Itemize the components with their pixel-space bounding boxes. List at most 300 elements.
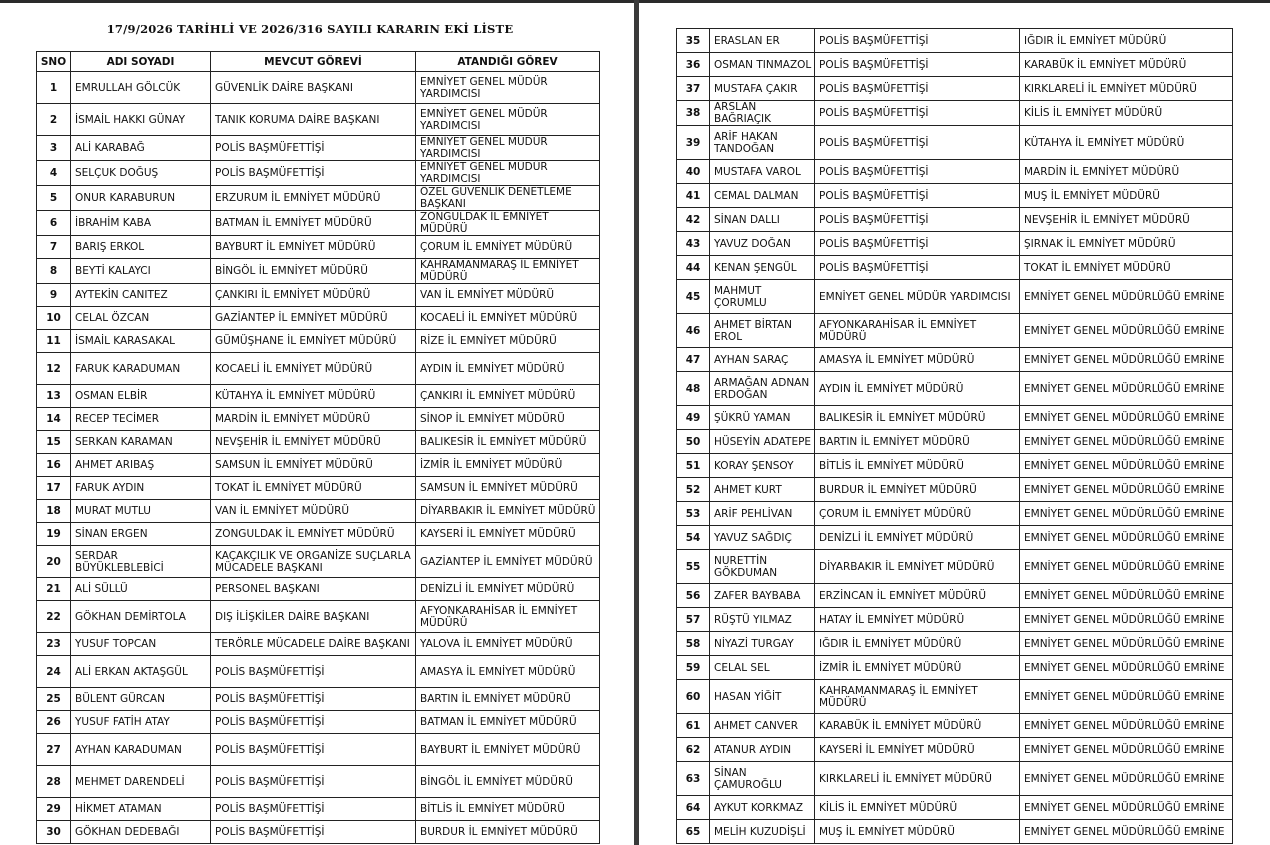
cell-sno: 30 xyxy=(37,821,71,844)
cell-assigned-duty: EMNİYET GENEL MÜDÜRLÜĞÜ EMRİNE xyxy=(1020,796,1233,820)
cell-current-duty: GAZİANTEP İL EMNİYET MÜDÜRÜ xyxy=(211,307,416,330)
cell-current-duty: DİYARBAKIR İL EMNİYET MÜDÜRÜ xyxy=(815,550,1020,584)
cell-current-duty: KARABÜK İL EMNİYET MÜDÜRÜ xyxy=(815,714,1020,738)
cell-name: YAVUZ SAĞDIÇ xyxy=(710,526,815,550)
cell-sno: 64 xyxy=(677,796,710,820)
cell-name: BARIŞ ERKOL xyxy=(71,236,211,259)
cell-current-duty: ERZİNCAN İL EMNİYET MÜDÜRÜ xyxy=(815,584,1020,608)
cell-assigned-duty: AFYONKARAHİSAR İL EMNİYET MÜDÜRÜ xyxy=(416,601,600,633)
table-row xyxy=(677,680,1233,714)
cell-assigned-duty: VAN İL EMNİYET MÜDÜRÜ xyxy=(416,284,600,307)
cell-current-duty: İZMİR İL EMNİYET MÜDÜRÜ xyxy=(815,656,1020,680)
cell-sno: 36 xyxy=(677,53,710,77)
cell-assigned-duty: EMNİYET GENEL MÜDÜR YARDIMCISI xyxy=(416,136,600,161)
cell-assigned-duty: ÖZEL GÜVENLİK DENETLEME BAŞKANI xyxy=(416,186,600,211)
cell-assigned-duty: BAYBURT İL EMNİYET MÜDÜRÜ xyxy=(416,734,600,766)
cell-assigned-duty: GAZİANTEP İL EMNİYET MÜDÜRÜ xyxy=(416,546,600,578)
cell-sno: 23 xyxy=(37,633,71,656)
cell-assigned-duty: EMNİYET GENEL MÜDÜR YARDIMCISI xyxy=(416,161,600,186)
cell-assigned-duty: EMNİYET GENEL MÜDÜRLÜĞÜ EMRİNE xyxy=(1020,584,1233,608)
cell-sno: 17 xyxy=(37,477,71,500)
cell-current-duty: KÜTAHYA İL EMNİYET MÜDÜRÜ xyxy=(211,385,416,408)
cell-sno: 55 xyxy=(677,550,710,584)
cell-sno: 47 xyxy=(677,348,710,372)
cell-current-duty: BİNGÖL İL EMNİYET MÜDÜRÜ xyxy=(211,259,416,284)
cell-name: CEMAL DALMAN xyxy=(710,184,815,208)
cell-name: AHMET ARIBAŞ xyxy=(71,454,211,477)
table-row xyxy=(37,72,600,104)
header-sno: SNO xyxy=(37,52,71,72)
table-row xyxy=(677,454,1233,478)
cell-current-duty: POLİS BAŞMÜFETTİŞİ xyxy=(815,256,1020,280)
cell-assigned-duty: EMNİYET GENEL MÜDÜRLÜĞÜ EMRİNE xyxy=(1020,314,1233,348)
cell-assigned-duty: TOKAT İL EMNİYET MÜDÜRÜ xyxy=(1020,256,1233,280)
cell-assigned-duty: EMNİYET GENEL MÜDÜRLÜĞÜ EMRİNE xyxy=(1020,714,1233,738)
cell-sno: 28 xyxy=(37,766,71,798)
cell-assigned-duty: KÜTAHYA İL EMNİYET MÜDÜRÜ xyxy=(1020,126,1233,160)
cell-assigned-duty: EMNİYET GENEL MÜDÜRLÜĞÜ EMRİNE xyxy=(1020,550,1233,584)
table-row xyxy=(677,256,1233,280)
cell-sno: 49 xyxy=(677,406,710,430)
cell-sno: 11 xyxy=(37,330,71,353)
cell-assigned-duty: ZONGULDAK İL EMNİYET MÜDÜRÜ xyxy=(416,211,600,236)
cell-name: ZAFER BAYBABA xyxy=(710,584,815,608)
table-row xyxy=(677,126,1233,160)
cell-current-duty: KAÇAKÇILIK VE ORGANİZE SUÇLARLA MÜCADELE BAŞKANI xyxy=(211,546,416,578)
table-row xyxy=(37,186,600,211)
cell-name: GÖKHAN DEMİRTOLA xyxy=(71,601,211,633)
table-row xyxy=(677,53,1233,77)
cell-assigned-duty: EMNİYET GENEL MÜDÜRLÜĞÜ EMRİNE xyxy=(1020,762,1233,796)
cell-sno: 59 xyxy=(677,656,710,680)
cell-assigned-duty: BALIKESİR İL EMNİYET MÜDÜRÜ xyxy=(416,431,600,454)
cell-name: FARUK AYDIN xyxy=(71,477,211,500)
cell-sno: 29 xyxy=(37,798,71,821)
cell-sno: 62 xyxy=(677,738,710,762)
cell-assigned-duty: KİLİS İL EMNİYET MÜDÜRÜ xyxy=(1020,101,1233,126)
cell-name: İBRAHİM KABA xyxy=(71,211,211,236)
cell-sno: 53 xyxy=(677,502,710,526)
cell-sno: 46 xyxy=(677,314,710,348)
cell-name: MEHMET DARENDELİ xyxy=(71,766,211,798)
cell-assigned-duty: YALOVA İL EMNİYET MÜDÜRÜ xyxy=(416,633,600,656)
cell-sno: 15 xyxy=(37,431,71,454)
cell-name: BÜLENT GÜRCAN xyxy=(71,688,211,711)
cell-sno: 61 xyxy=(677,714,710,738)
table-row xyxy=(677,208,1233,232)
table-row xyxy=(677,820,1233,844)
cell-assigned-duty: ÇORUM İL EMNİYET MÜDÜRÜ xyxy=(416,236,600,259)
cell-name: İSMAİL KARASAKAL xyxy=(71,330,211,353)
cell-name: YAVUZ DOĞAN xyxy=(710,232,815,256)
cell-name: SİNAN ERGEN xyxy=(71,523,211,546)
cell-name: ALİ ERKAN AKTAŞGÜL xyxy=(71,656,211,688)
cell-assigned-duty: BİTLİS İL EMNİYET MÜDÜRÜ xyxy=(416,798,600,821)
table-row xyxy=(37,454,600,477)
table-row xyxy=(677,656,1233,680)
cell-sno: 8 xyxy=(37,259,71,284)
cell-assigned-duty: EMNİYET GENEL MÜDÜRLÜĞÜ EMRİNE xyxy=(1020,478,1233,502)
cell-assigned-duty: AMASYA İL EMNİYET MÜDÜRÜ xyxy=(416,656,600,688)
cell-sno: 25 xyxy=(37,688,71,711)
cell-name: ARMAĞAN ADNAN ERDOĞAN xyxy=(710,372,815,406)
cell-sno: 12 xyxy=(37,353,71,385)
cell-assigned-duty: MUŞ İL EMNİYET MÜDÜRÜ xyxy=(1020,184,1233,208)
cell-assigned-duty: AYDIN İL EMNİYET MÜDÜRÜ xyxy=(416,353,600,385)
cell-current-duty: KOCAELİ İL EMNİYET MÜDÜRÜ xyxy=(211,353,416,385)
cell-name: MURAT MUTLU xyxy=(71,500,211,523)
table-row xyxy=(677,101,1233,126)
cell-current-duty: TANIK KORUMA DAİRE BAŞKANI xyxy=(211,104,416,136)
cell-sno: 42 xyxy=(677,208,710,232)
cell-sno: 44 xyxy=(677,256,710,280)
cell-sno: 41 xyxy=(677,184,710,208)
cell-name: MELİH KUZUDİŞLİ xyxy=(710,820,815,844)
cell-current-duty: POLİS BAŞMÜFETTİŞİ xyxy=(815,184,1020,208)
cell-current-duty: ZONGULDAK İL EMNİYET MÜDÜRÜ xyxy=(211,523,416,546)
cell-current-duty: AMASYA İL EMNİYET MÜDÜRÜ xyxy=(815,348,1020,372)
cell-assigned-duty: İZMİR İL EMNİYET MÜDÜRÜ xyxy=(416,454,600,477)
table-row xyxy=(37,431,600,454)
assignment-table-right xyxy=(676,28,1233,844)
cell-name: SERKAN KARAMAN xyxy=(71,431,211,454)
cell-current-duty: POLİS BAŞMÜFETTİŞİ xyxy=(815,101,1020,126)
table-row xyxy=(37,136,600,161)
cell-assigned-duty: BARTIN İL EMNİYET MÜDÜRÜ xyxy=(416,688,600,711)
table-row xyxy=(37,236,600,259)
cell-current-duty: POLİS BAŞMÜFETTİŞİ xyxy=(211,734,416,766)
cell-assigned-duty: DİYARBAKIR İL EMNİYET MÜDÜRÜ xyxy=(416,500,600,523)
cell-current-duty: BARTIN İL EMNİYET MÜDÜRÜ xyxy=(815,430,1020,454)
cell-assigned-duty: EMNİYET GENEL MÜDÜRLÜĞÜ EMRİNE xyxy=(1020,608,1233,632)
cell-current-duty: DIŞ İLİŞKİLER DAİRE BAŞKANI xyxy=(211,601,416,633)
table-row xyxy=(37,353,600,385)
cell-current-duty: GÜVENLİK DAİRE BAŞKANI xyxy=(211,72,416,104)
cell-sno: 57 xyxy=(677,608,710,632)
cell-sno: 3 xyxy=(37,136,71,161)
cell-name: AYHAN SARAÇ xyxy=(710,348,815,372)
cell-current-duty: POLİS BAŞMÜFETTİŞİ xyxy=(815,77,1020,101)
cell-assigned-duty: NEVŞEHİR İL EMNİYET MÜDÜRÜ xyxy=(1020,208,1233,232)
cell-sno: 43 xyxy=(677,232,710,256)
table-row xyxy=(677,584,1233,608)
cell-sno: 9 xyxy=(37,284,71,307)
cell-sno: 40 xyxy=(677,160,710,184)
cell-current-duty: KIRKLARELİ İL EMNİYET MÜDÜRÜ xyxy=(815,762,1020,796)
table-row xyxy=(677,406,1233,430)
cell-name: FARUK KARADUMAN xyxy=(71,353,211,385)
cell-sno: 21 xyxy=(37,578,71,601)
cell-assigned-duty: BATMAN İL EMNİYET MÜDÜRÜ xyxy=(416,711,600,734)
cell-name: EMRULLAH GÖLCÜK xyxy=(71,72,211,104)
table-row xyxy=(37,798,600,821)
cell-name: AYHAN KARADUMAN xyxy=(71,734,211,766)
cell-sno: 16 xyxy=(37,454,71,477)
table-row xyxy=(37,766,600,798)
cell-assigned-duty: SAMSUN İL EMNİYET MÜDÜRÜ xyxy=(416,477,600,500)
table-row xyxy=(37,656,600,688)
cell-current-duty: KİLİS İL EMNİYET MÜDÜRÜ xyxy=(815,796,1020,820)
table-row xyxy=(37,307,600,330)
table-row xyxy=(37,284,600,307)
cell-name: MAHMUT ÇORUMLU xyxy=(710,280,815,314)
cell-current-duty: POLİS BAŞMÜFETTİŞİ xyxy=(815,160,1020,184)
cell-assigned-duty: EMNİYET GENEL MÜDÜR YARDIMCISI xyxy=(416,72,600,104)
cell-current-duty: BATMAN İL EMNİYET MÜDÜRÜ xyxy=(211,211,416,236)
cell-sno: 13 xyxy=(37,385,71,408)
cell-sno: 50 xyxy=(677,430,710,454)
cell-assigned-duty: KIRKLARELİ İL EMNİYET MÜDÜRÜ xyxy=(1020,77,1233,101)
table-body-right xyxy=(677,29,1233,844)
cell-current-duty: MARDİN İL EMNİYET MÜDÜRÜ xyxy=(211,408,416,431)
cell-assigned-duty: EMNİYET GENEL MÜDÜRLÜĞÜ EMRİNE xyxy=(1020,680,1233,714)
cell-sno: 37 xyxy=(677,77,710,101)
cell-current-duty: AYDIN İL EMNİYET MÜDÜRÜ xyxy=(815,372,1020,406)
cell-current-duty: BALIKESİR İL EMNİYET MÜDÜRÜ xyxy=(815,406,1020,430)
cell-current-duty: TOKAT İL EMNİYET MÜDÜRÜ xyxy=(211,477,416,500)
cell-sno: 56 xyxy=(677,584,710,608)
cell-name: RÜŞTÜ YILMAZ xyxy=(710,608,815,632)
table-row xyxy=(677,502,1233,526)
cell-name: KORAY ŞENSOY xyxy=(710,454,815,478)
cell-current-duty: POLİS BAŞMÜFETTİŞİ xyxy=(211,711,416,734)
cell-name: OSMAN ELBİR xyxy=(71,385,211,408)
cell-sno: 38 xyxy=(677,101,710,126)
cell-name: CELAL SEL xyxy=(710,656,815,680)
cell-current-duty: DENİZLİ İL EMNİYET MÜDÜRÜ xyxy=(815,526,1020,550)
cell-assigned-duty: MARDİN İL EMNİYET MÜDÜRÜ xyxy=(1020,160,1233,184)
table-row xyxy=(677,160,1233,184)
cell-assigned-duty: EMNİYET GENEL MÜDÜRLÜĞÜ EMRİNE xyxy=(1020,372,1233,406)
page-divider xyxy=(634,0,639,845)
table-row xyxy=(37,161,600,186)
cell-sno: 24 xyxy=(37,656,71,688)
cell-name: YUSUF FATİH ATAY xyxy=(71,711,211,734)
cell-current-duty: GÜMÜŞHANE İL EMNİYET MÜDÜRÜ xyxy=(211,330,416,353)
cell-sno: 58 xyxy=(677,632,710,656)
table-row xyxy=(677,280,1233,314)
cell-sno: 18 xyxy=(37,500,71,523)
cell-current-duty: POLİS BAŞMÜFETTİŞİ xyxy=(211,766,416,798)
cell-name: BEYTİ KALAYCI xyxy=(71,259,211,284)
cell-assigned-duty: KOCAELİ İL EMNİYET MÜDÜRÜ xyxy=(416,307,600,330)
cell-sno: 35 xyxy=(677,29,710,53)
cell-assigned-duty: BİNGÖL İL EMNİYET MÜDÜRÜ xyxy=(416,766,600,798)
cell-assigned-duty: SİNOP İL EMNİYET MÜDÜRÜ xyxy=(416,408,600,431)
cell-current-duty: POLİS BAŞMÜFETTİŞİ xyxy=(211,161,416,186)
table-row xyxy=(677,184,1233,208)
cell-sno: 48 xyxy=(677,372,710,406)
cell-name: RECEP TECİMER xyxy=(71,408,211,431)
cell-assigned-duty: EMNİYET GENEL MÜDÜRLÜĞÜ EMRİNE xyxy=(1020,632,1233,656)
cell-sno: 5 xyxy=(37,186,71,211)
cell-name: SERDAR BÜYÜKLEBLEBİCİ xyxy=(71,546,211,578)
cell-current-duty: EMNİYET GENEL MÜDÜR YARDIMCISI xyxy=(815,280,1020,314)
table-row xyxy=(37,711,600,734)
table-row xyxy=(677,29,1233,53)
cell-assigned-duty: EMNİYET GENEL MÜDÜRLÜĞÜ EMRİNE xyxy=(1020,656,1233,680)
cell-assigned-duty: KAHRAMANMARAŞ İL EMNİYET MÜDÜRÜ xyxy=(416,259,600,284)
table-row xyxy=(677,314,1233,348)
cell-current-duty: ÇORUM İL EMNİYET MÜDÜRÜ xyxy=(815,502,1020,526)
cell-name: HASAN YİĞİT xyxy=(710,680,815,714)
cell-name: AHMET CANVER xyxy=(710,714,815,738)
cell-name: AYKUT KORKMAZ xyxy=(710,796,815,820)
document-title: 17/9/2026 TARİHLİ VE 2026/316 SAYILI KARARIN EKİ LİSTE xyxy=(106,22,514,36)
cell-name: SİNAN ÇAMUROĞLU xyxy=(710,762,815,796)
table-row xyxy=(37,633,600,656)
cell-assigned-duty: EMNİYET GENEL MÜDÜRLÜĞÜ EMRİNE xyxy=(1020,430,1233,454)
table-header-row xyxy=(37,52,600,72)
table-row xyxy=(677,232,1233,256)
cell-assigned-duty: ÇANKIRI İL EMNİYET MÜDÜRÜ xyxy=(416,385,600,408)
cell-sno: 52 xyxy=(677,478,710,502)
cell-sno: 45 xyxy=(677,280,710,314)
cell-sno: 39 xyxy=(677,126,710,160)
assignment-table-left xyxy=(36,51,600,844)
header-current-duty: MEVCUT GÖREVİ xyxy=(211,52,416,72)
cell-name: SELÇUK DOĞUŞ xyxy=(71,161,211,186)
cell-current-duty: MUŞ İL EMNİYET MÜDÜRÜ xyxy=(815,820,1020,844)
cell-current-duty: AFYONKARAHİSAR İL EMNİYET MÜDÜRÜ xyxy=(815,314,1020,348)
cell-name: KENAN ŞENGÜL xyxy=(710,256,815,280)
cell-name: CELAL ÖZCAN xyxy=(71,307,211,330)
cell-current-duty: NEVŞEHİR İL EMNİYET MÜDÜRÜ xyxy=(211,431,416,454)
cell-sno: 51 xyxy=(677,454,710,478)
cell-name: AHMET KURT xyxy=(710,478,815,502)
header-assigned-duty: ATANDIĞI GÖREV xyxy=(416,52,600,72)
cell-name: GÖKHAN DEDEBAĞI xyxy=(71,821,211,844)
cell-assigned-duty: EMNİYET GENEL MÜDÜRLÜĞÜ EMRİNE xyxy=(1020,406,1233,430)
cell-name: AHMET BİRTAN EROL xyxy=(710,314,815,348)
cell-sno: 19 xyxy=(37,523,71,546)
table-row xyxy=(37,330,600,353)
cell-sno: 7 xyxy=(37,236,71,259)
cell-sno: 60 xyxy=(677,680,710,714)
header-name: ADI SOYADI xyxy=(71,52,211,72)
cell-current-duty: SAMSUN İL EMNİYET MÜDÜRÜ xyxy=(211,454,416,477)
table-row xyxy=(37,734,600,766)
table-row xyxy=(677,77,1233,101)
cell-assigned-duty: EMNİYET GENEL MÜDÜRLÜĞÜ EMRİNE xyxy=(1020,738,1233,762)
cell-sno: 54 xyxy=(677,526,710,550)
table-row xyxy=(37,523,600,546)
cell-name: ŞÜKRÜ YAMAN xyxy=(710,406,815,430)
table-row xyxy=(37,688,600,711)
cell-assigned-duty: ŞIRNAK İL EMNİYET MÜDÜRÜ xyxy=(1020,232,1233,256)
cell-name: NİYAZİ TURGAY xyxy=(710,632,815,656)
cell-current-duty: BURDUR İL EMNİYET MÜDÜRÜ xyxy=(815,478,1020,502)
cell-current-duty: HATAY İL EMNİYET MÜDÜRÜ xyxy=(815,608,1020,632)
cell-current-duty: POLİS BAŞMÜFETTİŞİ xyxy=(815,53,1020,77)
cell-sno: 20 xyxy=(37,546,71,578)
table-row xyxy=(677,632,1233,656)
cell-sno: 14 xyxy=(37,408,71,431)
cell-sno: 4 xyxy=(37,161,71,186)
cell-current-duty: POLİS BAŞMÜFETTİŞİ xyxy=(211,798,416,821)
cell-current-duty: KAYSERİ İL EMNİYET MÜDÜRÜ xyxy=(815,738,1020,762)
table-row xyxy=(37,211,600,236)
cell-name: MUSTAFA VAROL xyxy=(710,160,815,184)
table-row xyxy=(677,526,1233,550)
cell-name: ERASLAN ER xyxy=(710,29,815,53)
cell-name: ARİF HAKAN TANDOĞAN xyxy=(710,126,815,160)
cell-sno: 65 xyxy=(677,820,710,844)
table-row xyxy=(677,430,1233,454)
table-row xyxy=(37,500,600,523)
cell-current-duty: POLİS BAŞMÜFETTİŞİ xyxy=(815,29,1020,53)
cell-name: İSMAİL HAKKI GÜNAY xyxy=(71,104,211,136)
cell-current-duty: BİTLİS İL EMNİYET MÜDÜRÜ xyxy=(815,454,1020,478)
table-row xyxy=(677,714,1233,738)
table-row xyxy=(677,372,1233,406)
table-row xyxy=(37,259,600,284)
cell-sno: 63 xyxy=(677,762,710,796)
cell-assigned-duty: KAYSERİ İL EMNİYET MÜDÜRÜ xyxy=(416,523,600,546)
cell-assigned-duty: DENİZLİ İL EMNİYET MÜDÜRÜ xyxy=(416,578,600,601)
cell-assigned-duty: EMNİYET GENEL MÜDÜRLÜĞÜ EMRİNE xyxy=(1020,348,1233,372)
table-body-left xyxy=(37,72,600,844)
cell-sno: 2 xyxy=(37,104,71,136)
table-row xyxy=(37,477,600,500)
table-row xyxy=(37,578,600,601)
cell-assigned-duty: BURDUR İL EMNİYET MÜDÜRÜ xyxy=(416,821,600,844)
cell-current-duty: POLİS BAŞMÜFETTİŞİ xyxy=(815,208,1020,232)
table-row xyxy=(677,348,1233,372)
cell-current-duty: PERSONEL BAŞKANI xyxy=(211,578,416,601)
cell-name: HÜSEYİN ADATEPE xyxy=(710,430,815,454)
cell-current-duty: KAHRAMANMARAŞ İL EMNİYET MÜDÜRÜ xyxy=(815,680,1020,714)
cell-sno: 22 xyxy=(37,601,71,633)
table-row xyxy=(37,104,600,136)
cell-assigned-duty: EMNİYET GENEL MÜDÜRLÜĞÜ EMRİNE xyxy=(1020,502,1233,526)
table-row xyxy=(677,608,1233,632)
cell-name: ARİF PEHLİVAN xyxy=(710,502,815,526)
table-row xyxy=(677,550,1233,584)
cell-current-duty: POLİS BAŞMÜFETTİŞİ xyxy=(211,136,416,161)
cell-name: ONUR KARABURUN xyxy=(71,186,211,211)
cell-sno: 10 xyxy=(37,307,71,330)
cell-current-duty: POLİS BAŞMÜFETTİŞİ xyxy=(211,821,416,844)
cell-name: HİKMET ATAMAN xyxy=(71,798,211,821)
table-row xyxy=(677,738,1233,762)
cell-name: ALİ KARABAĞ xyxy=(71,136,211,161)
table-row xyxy=(677,796,1233,820)
cell-name: ARSLAN BAĞRIAÇIK xyxy=(710,101,815,126)
cell-assigned-duty: EMNİYET GENEL MÜDÜRLÜĞÜ EMRİNE xyxy=(1020,820,1233,844)
cell-assigned-duty: EMNİYET GENEL MÜDÜR YARDIMCISI xyxy=(416,104,600,136)
cell-assigned-duty: EMNİYET GENEL MÜDÜRLÜĞÜ EMRİNE xyxy=(1020,454,1233,478)
cell-assigned-duty: EMNİYET GENEL MÜDÜRLÜĞÜ EMRİNE xyxy=(1020,280,1233,314)
cell-current-duty: POLİS BAŞMÜFETTİŞİ xyxy=(211,656,416,688)
cell-current-duty: ERZURUM İL EMNİYET MÜDÜRÜ xyxy=(211,186,416,211)
cell-current-duty: ÇANKIRI İL EMNİYET MÜDÜRÜ xyxy=(211,284,416,307)
cell-name: MUSTAFA ÇAKIR xyxy=(710,77,815,101)
table-row xyxy=(37,601,600,633)
cell-current-duty: POLİS BAŞMÜFETTİŞİ xyxy=(815,126,1020,160)
cell-current-duty: BAYBURT İL EMNİYET MÜDÜRÜ xyxy=(211,236,416,259)
cell-current-duty: POLİS BAŞMÜFETTİŞİ xyxy=(815,232,1020,256)
table-row xyxy=(37,408,600,431)
cell-current-duty: IĞDIR İL EMNİYET MÜDÜRÜ xyxy=(815,632,1020,656)
cell-current-duty: POLİS BAŞMÜFETTİŞİ xyxy=(211,688,416,711)
cell-assigned-duty: RİZE İL EMNİYET MÜDÜRÜ xyxy=(416,330,600,353)
table-row xyxy=(37,546,600,578)
cell-sno: 6 xyxy=(37,211,71,236)
cell-name: NURETTİN GÖKDUMAN xyxy=(710,550,815,584)
table-row xyxy=(677,478,1233,502)
cell-sno: 27 xyxy=(37,734,71,766)
